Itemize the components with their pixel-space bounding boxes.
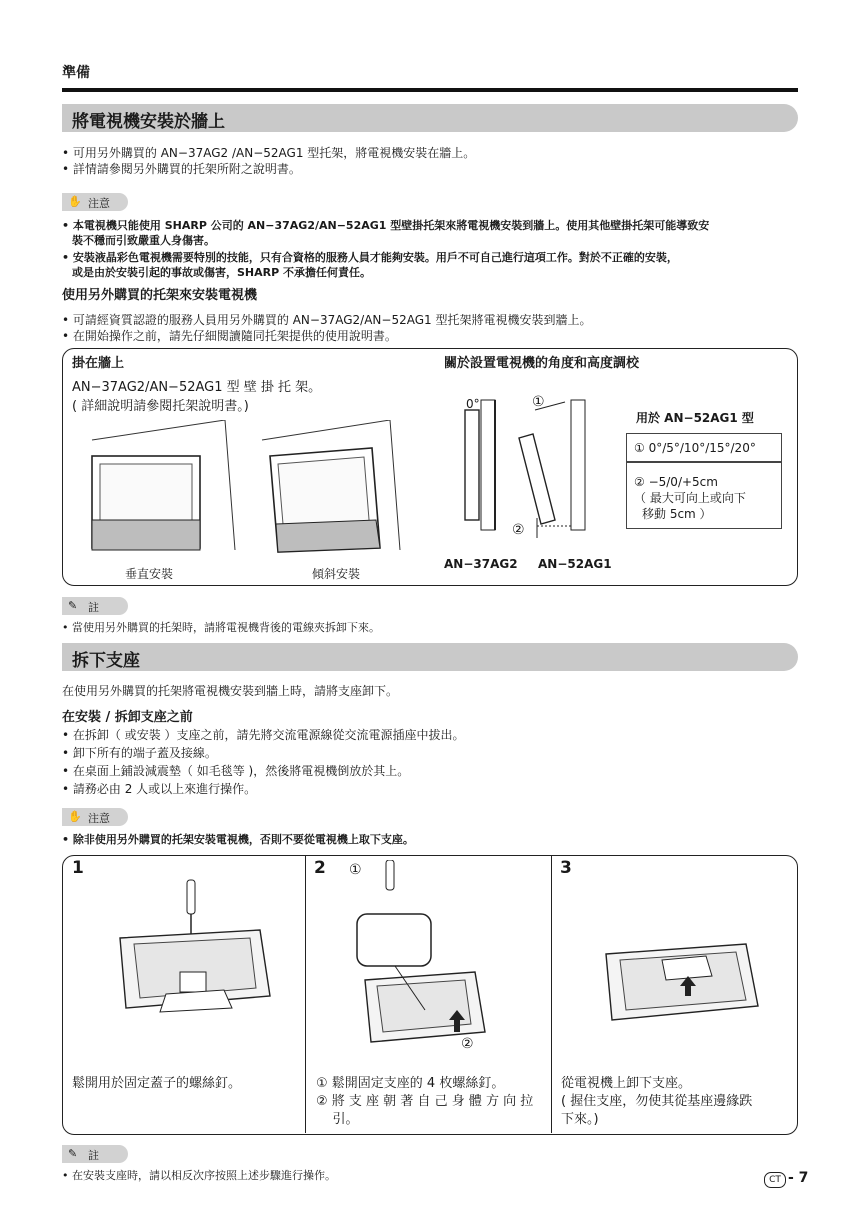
caution-text: 裝不穩而引致嚴重人身傷害。 <box>72 234 215 247</box>
step2-instruction: 引。 <box>316 1112 359 1127</box>
caption-vertical-install: 垂直安裝 <box>125 567 174 581</box>
step3-instruction: 從電視機上卸下支座。 <box>561 1076 692 1091</box>
angle-circle-2-label: ② <box>512 522 525 538</box>
list-item: • 可用另外購買的 AN−37AG2 /AN−52AG1 型托架，將電視機安裝在牆上。 <box>62 146 476 160</box>
list-item: • 請務必由 2 人或以上來進行操作。 <box>62 782 257 796</box>
language-badge: CT <box>764 1172 786 1188</box>
step2-circle-2: ② <box>461 1036 474 1052</box>
pencil-note-icon: ✎ <box>68 1147 78 1160</box>
list-item: • 在桌面上鋪設減震墊（ 如毛毯等 )，然後將電視機倒放於其上。 <box>62 764 410 778</box>
header-rule <box>62 88 798 92</box>
note-text: • 當使用另外購買的托架時，請將電視機背後的電線夾拆卸下來。 <box>62 621 380 634</box>
step-number: 1 <box>72 858 84 878</box>
list-item: • 卸下所有的端子蓋及接線。 <box>62 746 217 760</box>
caution-text: • 除非使用另外購買的托架安裝電視機，否則不要從電視機上取下支座。 <box>62 833 414 846</box>
section-heading-remove-stand: 拆下支座 <box>62 643 798 671</box>
panel-title-angle: 關於設置電視機的角度和高度調校 <box>444 356 640 371</box>
step2-illustration <box>345 860 495 1045</box>
caption-tilt-install: 傾斜安裝 <box>312 567 361 581</box>
note-badge: ✎ 註 <box>62 597 128 615</box>
angle-circle-1-label: ① <box>532 394 545 410</box>
step3-illustration <box>596 930 766 1030</box>
section-heading-wall-mount: 將電視機安裝於牆上 <box>62 104 798 132</box>
caution-text: 或是由於安裝引起的事故或傷害，SHARP 不承擔任何責任。 <box>72 266 372 279</box>
step2-instruction: ② 將 支 座 朝 著 自 己 身 體 方 向 拉 <box>316 1094 534 1109</box>
caution-text: • 本電視機只能使用 SHARP 公司的 AN−37AG2/AN−52AG1 型壁掛托架來將電視機安裝到牆上。使用其他壁掛托架可能導致安 <box>62 219 710 232</box>
hand-caution-icon: ✋ <box>68 195 82 208</box>
step1-illustration <box>110 878 280 1023</box>
bracket-model-text: AN−37AG2/AN−52AG1 型 壁 掛 托 架。 <box>72 380 322 395</box>
subheading-bracket-install: 使用另外購買的托架來安裝電視機 <box>62 288 258 303</box>
step-divider <box>551 856 552 1133</box>
list-item: • 在開始操作之前，請先仔細閱讀隨同托架提供的使用說明書。 <box>62 329 397 343</box>
step3-instruction: 下來。) <box>561 1112 599 1127</box>
note-text: • 在安裝支座時，請以相反次序按照上述步驟進行操作。 <box>62 1169 336 1182</box>
spec-angle-text: ① 0°/5°/10°/15°/20° <box>634 441 756 455</box>
for-model-label: 用於 AN−52AG1 型 <box>636 411 754 425</box>
model-label-37: AN−37AG2 <box>444 557 518 571</box>
caution-text: • 安裝液晶彩色電視機需要特別的技能，只有合資格的服務人員才能夠安裝。用戶不可自己進行這項工作。對於不正確的安裝， <box>62 251 678 264</box>
spec-height-text: （ 最大可向上或向下 <box>634 491 746 505</box>
page-number: - 7 <box>788 1170 809 1186</box>
step1-instruction: 鬆開用於固定蓋子的螺絲釘。 <box>72 1076 242 1091</box>
caution-badge: ✋ 注意 <box>62 808 128 826</box>
caution-badge: ✋ 注意 <box>62 193 128 211</box>
pencil-note-icon: ✎ <box>68 599 78 612</box>
step2-instruction: ① 鬆開固定支座的 4 枚螺絲釘。 <box>316 1076 505 1091</box>
step-number: 2 <box>314 858 326 878</box>
step-divider <box>305 856 306 1133</box>
spec-height-text: 移動 5cm ） <box>642 507 712 521</box>
hand-caution-icon: ✋ <box>68 810 82 823</box>
list-item: • 詳情請參閱另外購買的托架所附之說明書。 <box>62 162 301 176</box>
step-number: 3 <box>560 858 572 878</box>
panel-title-hang: 掛在牆上 <box>72 356 125 371</box>
list-item: • 在拆卸（ 或安裝 ）支座之前，請先將交流電源線從交流電源插座中拔出。 <box>62 728 465 742</box>
model-label-52: AN−52AG1 <box>538 557 612 571</box>
angle-zero-label: 0° <box>466 397 480 411</box>
page-section-label: 準備 <box>62 65 90 81</box>
wall-mount-illustration <box>70 420 420 570</box>
subheading-before-install: 在安裝 / 拆卸支座之前 <box>62 710 193 725</box>
step3-instruction: ( 握住支座，勿使其從基座邊緣跌 <box>561 1094 753 1109</box>
note-badge: ✎ 註 <box>62 1145 128 1163</box>
section-intro: 在使用另外購買的托架將電視機安裝到牆上時，請將支座卸下。 <box>62 684 399 698</box>
bracket-detail-text: ( 詳細說明請參閱托架說明書。) <box>72 399 249 414</box>
list-item: • 可請經資質認證的服務人員用另外購買的 AN−37AG2/AN−52AG1 型托架將電視機安裝到牆上。 <box>62 313 592 327</box>
spec-height-text: ② −5/0/+5cm <box>634 475 718 489</box>
step2-circle-1: ① <box>349 862 362 878</box>
